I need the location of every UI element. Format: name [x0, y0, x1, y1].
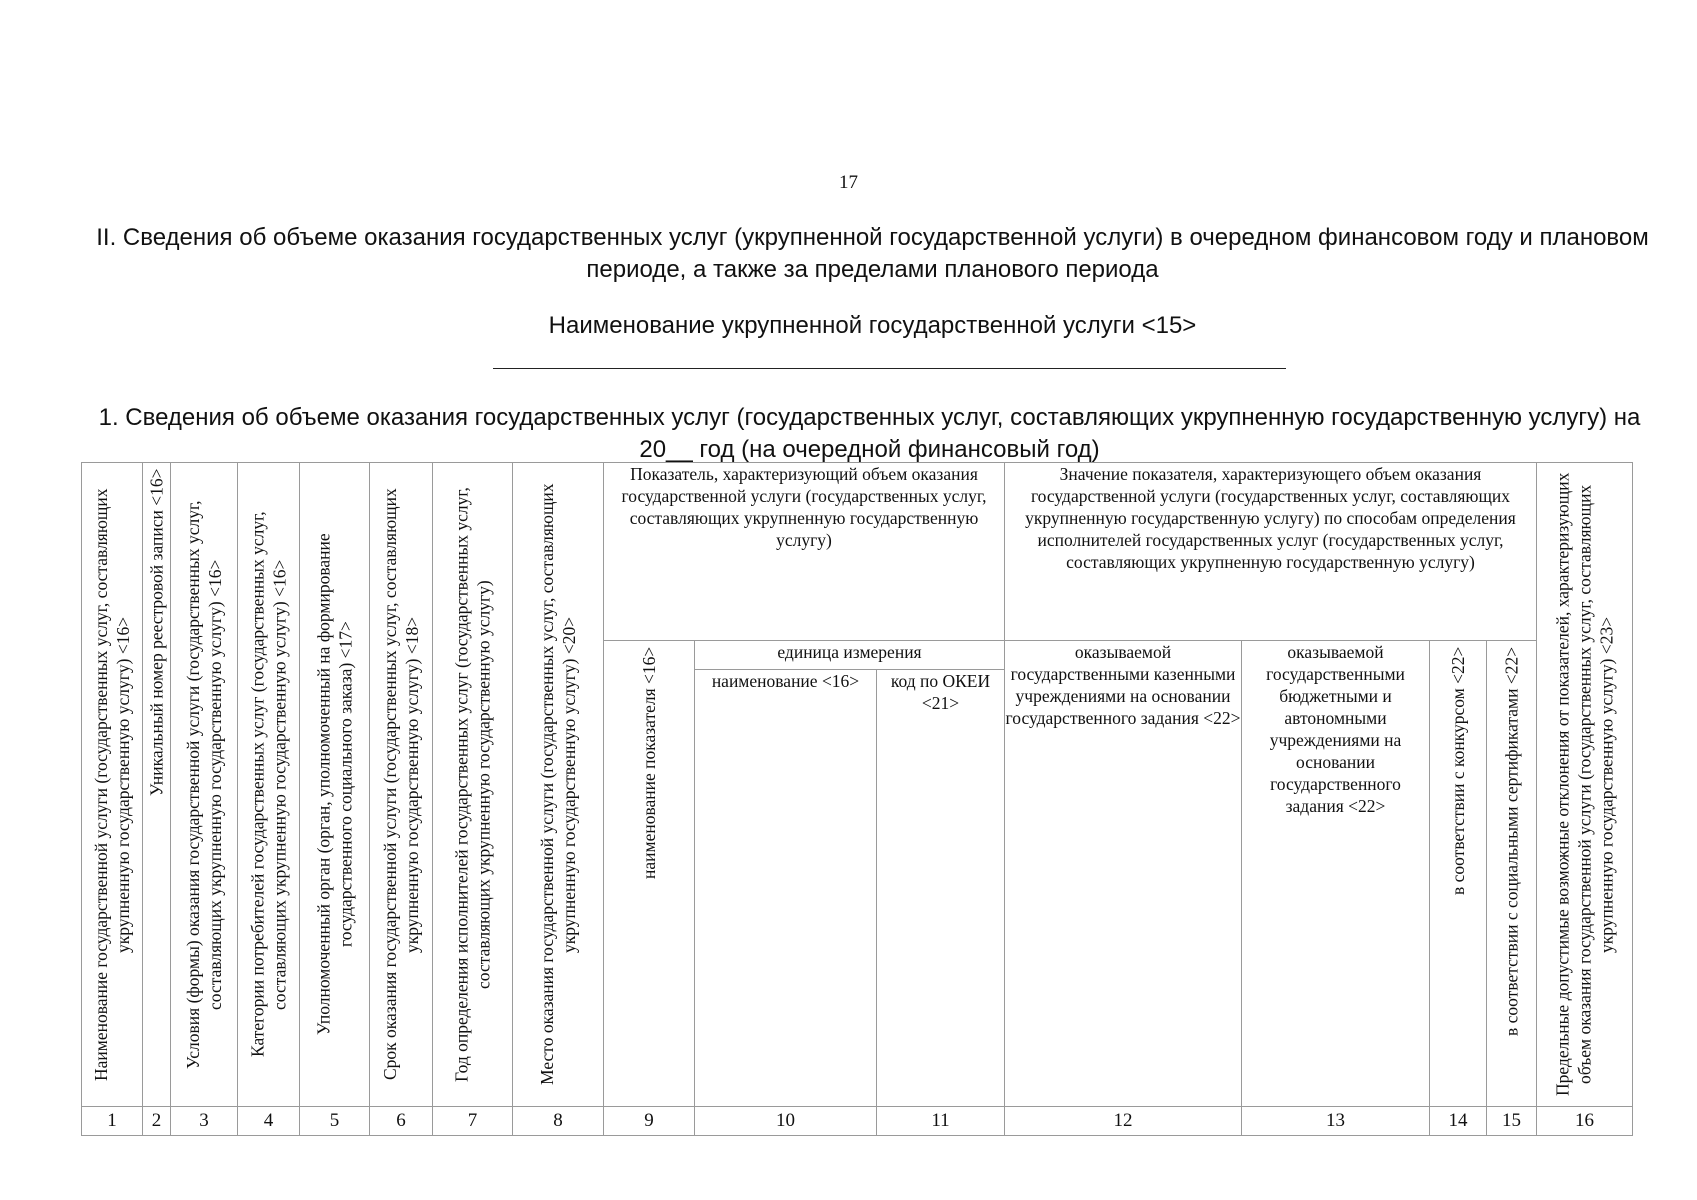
service-name-blank-line	[493, 368, 1286, 369]
header-authorized-body: Уполномоченный орган (орган, уполномоченный на формирование государственного социального заказа) <17>	[300, 463, 370, 1107]
column-number: 8	[513, 1107, 604, 1136]
subsection-title: 1. Сведения об объеме оказания государственных услуг (государственных услуг, составляющих укрупненную государственную услугу) на 20__ год (на очередной финансовый год)	[98, 404, 1641, 463]
header-unit-group: единица измерения	[695, 641, 1005, 670]
column-number: 2	[143, 1107, 171, 1136]
header-allowed-deviations: Предельные допустимые возможные отклонения от показателей, характеризующих объем оказания государственной услуги (государственных услуг, составляющих укрупненную государственную услугу) <23>	[1537, 463, 1633, 1107]
header-service-place: Место оказания государственной услуги (государственных услуг, составляющих укрупненную государственную услугу) <20>	[513, 463, 604, 1107]
header-budget-institutions: оказываемой государственными бюджетными и автономными учреждениями на основании государственного задания <22>	[1242, 641, 1430, 1107]
service-name-label: Наименование укрупненной государственной услуги <15>	[548, 312, 1197, 339]
header-registry-number: Уникальный номер реестровой записи <16>	[143, 463, 171, 1107]
column-number: 3	[171, 1107, 238, 1136]
column-number: 9	[604, 1107, 695, 1136]
header-state-institutions: оказываемой государственными казенными учреждениями на основании государственного задания <22>	[1005, 641, 1242, 1107]
header-service-term: Срок оказания государственной услуги (государственных услуг, составляющих укрупненную государственную услугу) <18>	[370, 463, 433, 1107]
column-number: 7	[433, 1107, 513, 1136]
header-value-group: Значение показателя, характеризующего объем оказания государственной услуги (государственных услуг, составляющих укрупненную государственную услугу) по способам определения исполнителей государственных услуг (государственных услуг, составляющих укрупненную государственную услугу)	[1005, 463, 1537, 641]
volume-table	[81, 462, 1633, 1136]
header-indicator-group: Показатель, характеризующий объем оказания государственной услуги (государственных услуг, составляющих укрупненную государственную услугу)	[604, 463, 1005, 641]
header-contractor-year: Год определения исполнителей государственных услуг (государственных услуг, составляющих укрупненную государственную услугу)	[433, 463, 513, 1107]
column-number: 11	[877, 1107, 1005, 1136]
header-conditions: Условия (формы) оказания государственной услуги (государственных услуг, составляющих укрупненную государственную услугу) <16>	[171, 463, 238, 1107]
column-number: 13	[1242, 1107, 1430, 1136]
column-number: 15	[1487, 1107, 1537, 1136]
column-number: 4	[238, 1107, 300, 1136]
header-unit-name: наименование <16>	[695, 670, 877, 1107]
column-number: 5	[300, 1107, 370, 1136]
header-by-certificates: в соответствии с социальными сертификатами <22>	[1487, 641, 1537, 1107]
section-title: II. Сведения об объеме оказания государственных услуг (укрупненной государственной услуги) в очередном финансовом году и плановом периоде, а также за пределами планового периода	[96, 224, 1649, 283]
column-number: 1	[82, 1107, 143, 1136]
column-number: 16	[1537, 1107, 1633, 1136]
header-service-name: Наименование государственной услуги (государственных услуг, составляющих укрупненную государственную услугу) <16>	[82, 463, 143, 1107]
column-number: 6	[370, 1107, 433, 1136]
page-number: 17	[839, 172, 858, 193]
column-number: 12	[1005, 1107, 1242, 1136]
header-consumer-categories: Категории потребителей государственных услуг (государственных услуг, составляющих укрупненную государственную услугу) <16>	[238, 463, 300, 1107]
header-okei-code: код по ОКЕИ <21>	[877, 670, 1005, 1107]
column-number: 14	[1430, 1107, 1487, 1136]
header-by-competition: в соответствии с конкурсом <22>	[1430, 641, 1487, 1107]
header-indicator-name: наименование показателя <16>	[604, 641, 695, 1107]
column-number: 10	[695, 1107, 877, 1136]
